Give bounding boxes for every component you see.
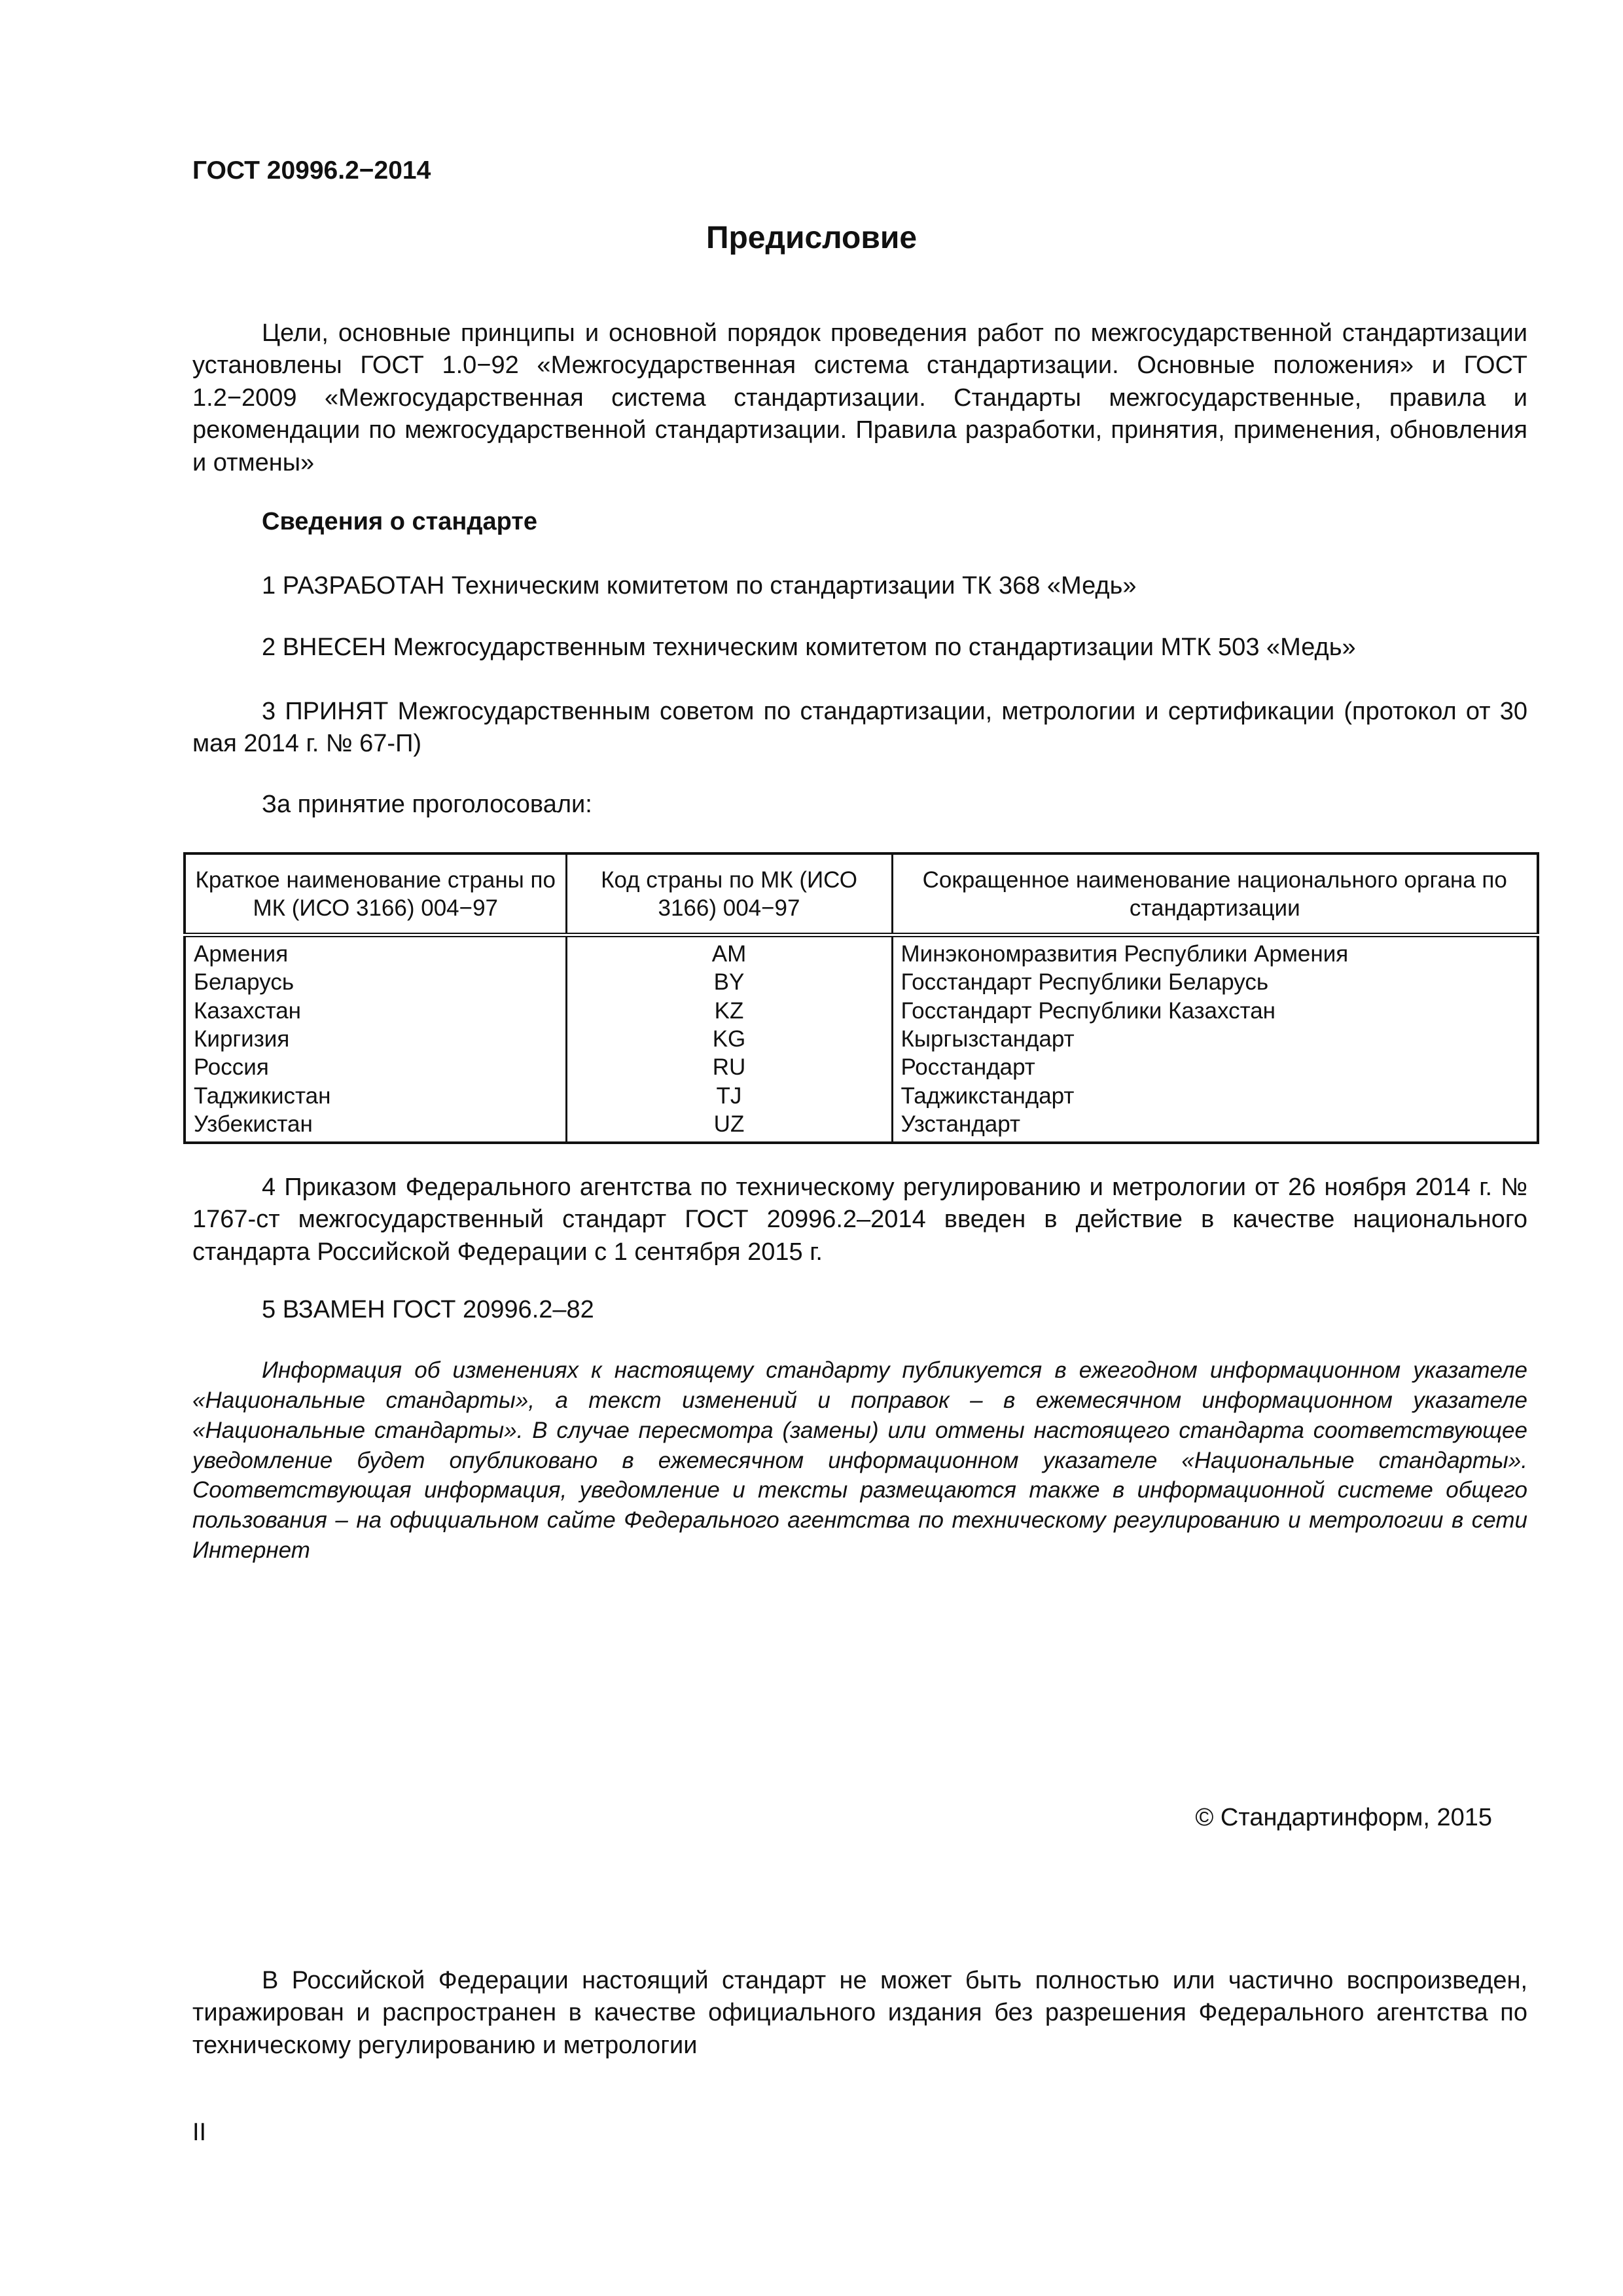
- header-standards-body: Сокращенное наименование национального органа по стандартизации: [892, 853, 1538, 935]
- info-note: Информация об изменениях к настоящему стандарту публикуется в ежегодном информационном указателе «Национальные стандарты», а текст изменений и поправок – в ежемесячном информационном указателе «Национальные стандарты». В случае пересмотра (замены) или отмены настоящего стандарта соответствующее уведомление будет опубликовано в ежемесячном информационном указателе «Национальные стандарты». Соответствующая информация, уведомление и тексты размещаются также в информационной системе общего пользования – на официальном сайте Федерального агентства по техническому регулированию и метрологии в сети Интернет: [192, 1357, 1527, 1564]
- item-5-replaces: 5 ВЗАМЕН ГОСТ 20996.2–82: [262, 1296, 594, 1323]
- country-name: Россия: [185, 1053, 566, 1081]
- section-heading: Сведения о стандарте: [262, 508, 538, 535]
- country-name: Казахстан: [185, 997, 566, 1025]
- table-row: [185, 997, 1538, 1025]
- standards-body: Госстандарт Республики Казахстан: [892, 997, 1538, 1025]
- header-country-name: Краткое наименование страны по МК (ИСО 3166) 004−97: [185, 853, 566, 935]
- header-country-code: Код страны по МК (ИСО 3166) 004−97: [566, 853, 892, 935]
- standards-body: Минэкономразвития Республики Армения: [892, 935, 1538, 968]
- country-name: Таджикистан: [185, 1082, 566, 1110]
- page-title: Предисловие: [705, 221, 918, 255]
- legal-notice: В Российской Федерации настоящий стандарт не может быть полностью или частично воспроизведен, тиражирован и распространен в качестве официального издания без разрешения Федерального агентства по техническому регулированию и метрологии: [192, 1967, 1527, 2059]
- voting-countries-table: [183, 852, 1539, 1144]
- item-4-order: 4 Приказом Федерального агентства по техническому регулированию и метрологии от 26 ноября 2014 г. № 1767-ст межгосударственный стандарт ГОСТ 20996.2–2014 введен в действие в качестве национального стандарта Российской Федерации с 1 сентября 2015 г.: [192, 1174, 1527, 1266]
- standards-body: Госстандарт Республики Беларусь: [892, 968, 1538, 996]
- document-code: ГОСТ 20996.2−2014: [192, 156, 431, 185]
- country-code: KZ: [566, 997, 892, 1025]
- standards-body: Кыргызстандарт: [892, 1025, 1538, 1053]
- item-1-developed: 1 РАЗРАБОТАН Техническим комитетом по стандартизации ТК 368 «Медь»: [262, 572, 1137, 600]
- item-3-adopted: 3 ПРИНЯТ Межгосударственным советом по стандартизации, метрологии и сертификации (протокол от 30 мая 2014 г. № 67-П): [192, 698, 1527, 758]
- table-row: [185, 1110, 1538, 1142]
- country-code: KG: [566, 1025, 892, 1053]
- country-name: Армения: [185, 935, 566, 968]
- country-code: AM: [566, 935, 892, 968]
- table-row: [185, 1025, 1538, 1053]
- country-code: RU: [566, 1053, 892, 1081]
- table-row: [185, 1082, 1538, 1110]
- country-name: Узбекистан: [185, 1110, 566, 1142]
- country-name: Киргизия: [185, 1025, 566, 1053]
- country-code: TJ: [566, 1082, 892, 1110]
- table-row: [185, 1053, 1538, 1081]
- table-row: [185, 935, 1538, 968]
- item-2-submitted: 2 ВНЕСЕН Межгосударственным техническим комитетом по стандартизации МТК 503 «Медь»: [262, 634, 1356, 661]
- copyright: © Стандартинформ, 2015: [1195, 1804, 1492, 1831]
- table-header-row: [185, 853, 1538, 935]
- standards-body: Росстандарт: [892, 1053, 1538, 1081]
- intro-paragraph: Цели, основные принципы и основной порядок проведения работ по межгосударственной стандартизации установлены ГОСТ 1.0−92 «Межгосударственная система стандартизации. Основные положения» и ГОСТ 1.2−2009 «Межгосударственная система стандартизации. Стандарты межгосударственные, правила и рекомендации по межгосударственной стандартизации. Правила разработки, принятия, применения, обновления и отмены»: [192, 319, 1527, 476]
- country-code: BY: [566, 968, 892, 996]
- page-number: II: [192, 2119, 207, 2146]
- table-row: [185, 968, 1538, 996]
- standards-body: Узстандарт: [892, 1110, 1538, 1142]
- standards-body: Таджикстандарт: [892, 1082, 1538, 1110]
- country-name: Беларусь: [185, 968, 566, 996]
- voted-label: За принятие проголосовали:: [262, 791, 592, 818]
- country-code: UZ: [566, 1110, 892, 1142]
